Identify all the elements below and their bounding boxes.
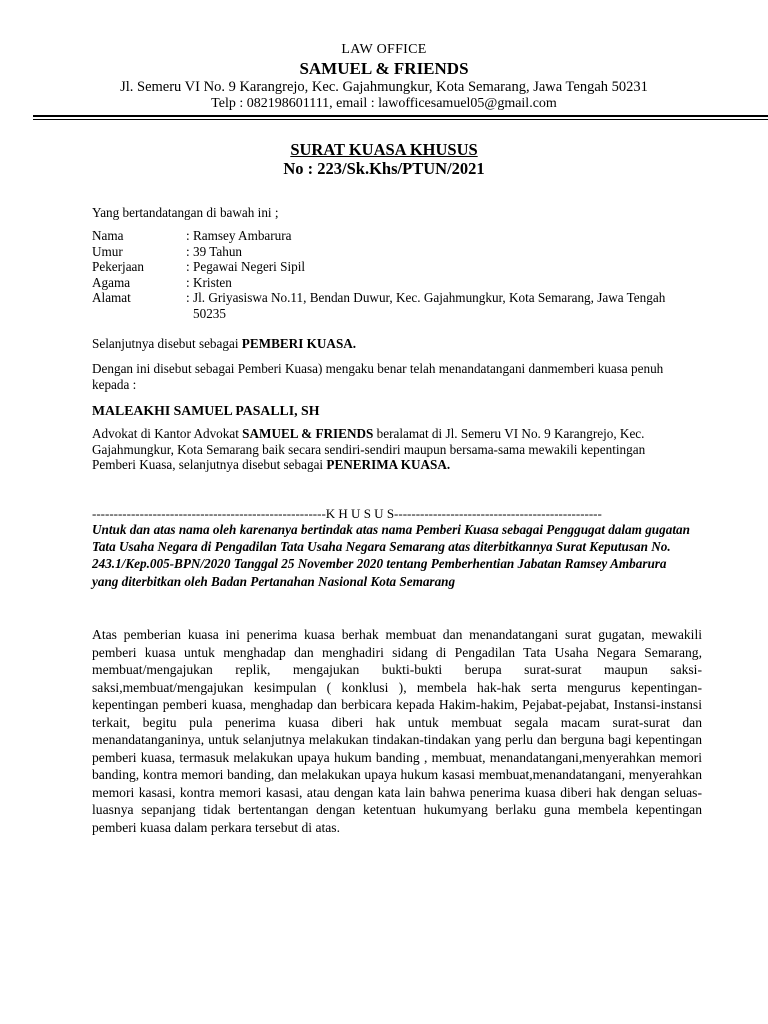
document-number: No : 223/Sk.Khs/PTUN/2021 [283, 159, 485, 178]
header-divider-thick [33, 115, 768, 117]
firm-contact: Telp : 082198601111, email : lawofficesamuel05@gmail.com [211, 96, 557, 111]
identity-value: Ramsey Ambarura [193, 228, 292, 243]
identity-value: 39 Tahun [193, 243, 243, 259]
identity-colon: : [186, 259, 190, 274]
penerima-kuasa-label: PENERIMA KUASA. [326, 457, 451, 472]
identity-label: Nama [92, 228, 124, 243]
pemberi-kuasa-label: PEMBERI KUASA. [241, 336, 357, 351]
statement-text: Dengan ini disebut sebagai Pemberi Kuasa) mengaku benar telah menandatangani danmemberi kuasa penuh kepada : [92, 361, 664, 392]
header-divider-thin [33, 119, 768, 120]
office-label: LAW OFFICE [341, 42, 427, 57]
identity-colon: : [186, 228, 190, 243]
identity-label: Pekerjaan [92, 259, 144, 274]
authority-text: Atas pemberian kuasa ini penerima kuasa berhak membuat dan menandatangani surat gugatan, mewakili pemberi kuasa untuk menghadap dan menghadiri sidang di Pengadilan Tata Usaha Negara Semarang, membuat/mengajukan replik, mengajukan bukti-bukti berupa surat-surat maupun saksi-saksi,membuat/mengajukan kesimpulan ( konklusi ), membela hak-hak serta mengurus kepentingan-kepentingan pemberi kuasa, menghadap dan berbicara kepada Hakim-hakim, Pejabat-pejabat, Instansi-instansi terkait, begitu pula penerima kuasa diberi hak untuk membuat segala macam surat-surat dan menandatanganinya, untuk selanjutnya melakukan tindakan-tindakan yang perlu dan berguna bagi kepentingan pemberi kuasa, termasuk melakukan upaya hukum banding , membuat, menandatangani,menyerahkan memori banding, kontra memori banding, dan melakukan upaya hukum kasasi membuat,menandatangani, menyerahkan memori kasasi, kontra memori kasasi, atau dengan kata lain bahwa penerima kuasa diberi hak dengan seluas-luasnya sepanjang tidak bertentangan dengan ketentuan hukumyang berlaku guna membela kepentingan pemberi kuasa dalam perkara tersebut di atas. [92, 627, 702, 835]
attorney-desc-part1: Advokat di Kantor Advokat [92, 426, 243, 441]
identity-value: Jl. Griyasiswa No.11, Bendan Duwur, Kec. Gajahmungkur, Kota Semarang, Jawa Tengah 50235 [193, 290, 666, 321]
khusus-text: Untuk dan atas nama oleh karenanya bertindak atas nama Pemberi Kuasa sebagai Penggugat dalam gugatan Tata Usaha Negara di Pengadilan Tata Usaha Negara Semarang atas diterbitkannya Surat Keputusan No. 243.1/Kep.005-BPN/2020 Tanggal 25 November 2020 tentang Pemberhentian Jabatan Ramsey Ambarura yang diterbitkan oleh Badan Pertanahan Nasional Kota Semarang [92, 522, 690, 589]
firm-name: SAMUEL & FRIENDS [299, 59, 469, 78]
identity-colon: : [186, 274, 190, 290]
khusus-dashes-right: ------------------------------------------------ [394, 506, 602, 521]
identity-label: Agama [92, 274, 131, 290]
identity-value: Pegawai Negeri Sipil [193, 259, 306, 274]
attorney-description [92, 426, 682, 473]
identity-value: Kristen [193, 274, 232, 290]
identity-colon: : [186, 290, 190, 305]
attorney-firm-name: SAMUEL & FRIENDS [242, 426, 374, 441]
khusus-separator [92, 506, 692, 522]
identity-label: Alamat [92, 290, 131, 305]
firm-address: Jl. Semeru VI No. 9 Karangrejo, Kec. Gajahmungkur, Kota Semarang, Jawa Tengah 50231 [120, 79, 648, 95]
intro-text: Yang bertandatangan di bawah ini ; [92, 205, 279, 220]
pemberi-kuasa-line [92, 336, 682, 352]
attorney-desc-part2: beralamat di Jl. Semeru VI No. 9 Karangrejo, Kec. Gajahmungkur, Kota Semarang baik secara sendiri-sendiri maupun bersama-sama mewakili kepentingan Pemberi Kuasa, selanjutnya disebut sebagai [92, 426, 646, 472]
khusus-dashes-left: ------------------------------------------------------ [92, 506, 326, 521]
document-title: SURAT KUASA KHUSUS [290, 140, 478, 159]
identity-label: Umur [92, 243, 123, 259]
pemberi-prefix: Selanjutnya disebut sebagai [92, 336, 242, 351]
identity-colon: : [186, 243, 190, 259]
attorney-name: MALEAKHI SAMUEL PASALLI, SH [92, 403, 320, 418]
khusus-label: K H U S U S [325, 506, 395, 521]
